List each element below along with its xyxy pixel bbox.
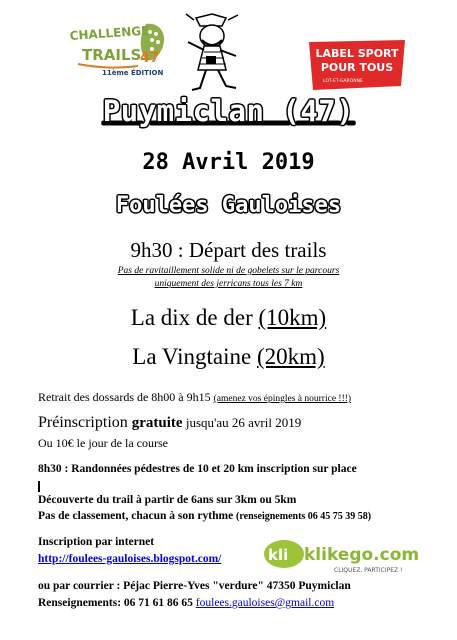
preregistration-free: gratuite <box>131 415 183 431</box>
race-10km-distance: (10km) <box>258 305 327 330</box>
departure-heading: 9h30 : Départ des trails <box>130 238 327 262</box>
klikego-tagline: CLIQUEZ, PARTICIPEZ ! <box>334 567 403 574</box>
race-20km-distance: (20km) <box>256 344 325 369</box>
location-text: Puymiclan (47) <box>102 94 355 128</box>
bib-pickup-text: Retrait des dossards de 8h00 à 9h15 <box>38 390 214 404</box>
text-cursor <box>38 481 40 492</box>
event-date: 28 Avril 2019 <box>142 150 315 175</box>
event-name: Foulées Gauloises <box>115 193 342 218</box>
bib-pickup-info <box>38 390 351 405</box>
gaulois-runner-mascot-icon <box>182 12 244 98</box>
ranking-text: Pas de classement, chacun à son rythme <box>38 510 237 522</box>
postal-registration: ou par courrier : Péjac Pierre-Yves "verdure" 47350 Puymiclan <box>38 580 351 592</box>
label-line2: POUR TOUS <box>320 61 394 74</box>
preregistration-deadline: jusqu'au 26 avril 2019 <box>182 415 302 430</box>
preregistration-prefix: Préinscription <box>38 414 132 431</box>
svg-text:kli: kli <box>268 546 289 564</box>
label-line1: LABEL SPORT <box>315 47 399 60</box>
bib-pickup-note: (amenez vos épingles à nourrice !!!) <box>213 394 352 404</box>
refreshment-note-line2: uniquement des jerricans tous les 7 km <box>154 279 303 289</box>
label-sub: LOT-ET-GARONNE <box>323 79 363 84</box>
race-10km <box>0 305 457 331</box>
discovery-trail-info: Découverte du trail à partir de 6ans sur 3km ou 5km <box>38 494 297 506</box>
race-20km <box>0 344 457 370</box>
hiking-info: 8h30 : Randonnées pédestres de 10 et 20 km inscription sur place <box>38 463 357 475</box>
challenge-num: 47 <box>140 50 160 66</box>
klikego-brand: klikego.com <box>304 545 420 565</box>
race-day-price: Ou 10€ le jour de la course <box>38 436 168 450</box>
race-20km-name: La Vingtaine <box>132 344 257 369</box>
contact-phone: Renseignements: 06 71 61 86 65 <box>38 597 196 609</box>
ranking-phone: (renseignements 06 45 75 39 58) <box>236 511 372 522</box>
ranking-info <box>38 510 371 522</box>
contact-info <box>38 597 334 609</box>
label-sport-pour-tous-logo <box>305 38 409 92</box>
blog-link[interactable]: http://foulees-gauloises.blogspot.com/ <box>38 553 222 565</box>
online-registration-label: Inscription par internet <box>38 536 155 548</box>
challenge-line2: TRAILS <box>82 46 142 64</box>
preregistration-info <box>38 414 301 432</box>
challenge-line1: CHALLENGE <box>69 23 150 43</box>
refreshment-note-line1: Pas de ravitaillement solide ni de gobelets sur le parcours <box>117 266 340 276</box>
race-10km-name: La dix de der <box>130 305 259 330</box>
challenge-trails-logo <box>68 22 168 92</box>
klikego-logo[interactable] <box>262 536 422 576</box>
challenge-edition: 11ème ÉDITION <box>102 69 164 77</box>
contact-email[interactable]: foulees.gauloises@gmail.com <box>195 597 335 609</box>
event-location-title <box>0 94 457 128</box>
